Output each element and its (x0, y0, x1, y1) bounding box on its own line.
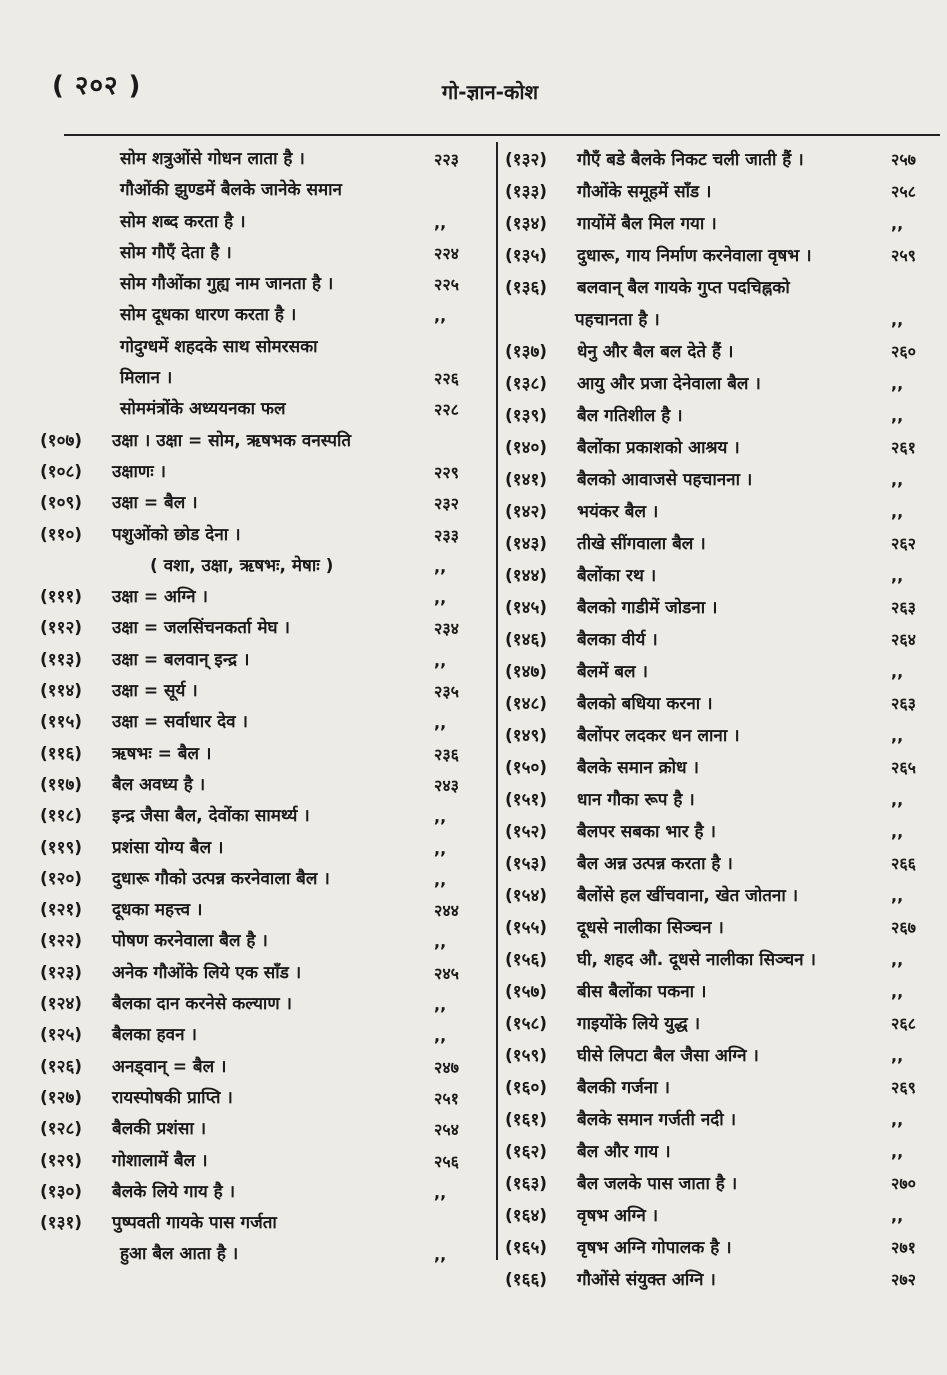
entry-page: ,, (434, 212, 447, 232)
entry-text: उक्षा = सूर्य । (112, 681, 198, 702)
entry-text: सोम गौओंका गुह्य नाम जानता है । (120, 274, 334, 295)
entry-text: गौओंसे संयुक्त अग्नि । (577, 1270, 716, 1290)
index-entry (505, 1072, 937, 1104)
entry-number: (१६१) (505, 1110, 548, 1130)
entry-page: ,, (434, 838, 447, 858)
entry-page: २३३ (434, 525, 459, 545)
entry-page: ,, (891, 726, 904, 745)
index-entry (505, 944, 937, 976)
entry-text: गोशालामें बैल । (112, 1150, 208, 1171)
entry-text: दूधसे नालीका सिञ्चन । (577, 918, 724, 938)
entry-page: २५१ (434, 1088, 459, 1108)
index-entry (40, 551, 490, 582)
index-entry (40, 645, 490, 676)
entry-number: (११०) (40, 524, 83, 545)
entry-number: (११९) (40, 837, 83, 858)
entry-text: इन्द्र जैसा बैल, देवोंका सामर्थ्य । (112, 806, 310, 827)
entry-text: बैलोंका रथ । (577, 566, 657, 586)
entry-page: २४३ (434, 775, 459, 795)
index-entry (40, 175, 490, 206)
entry-number: (१४५) (505, 598, 548, 618)
entry-number: (१५०) (505, 758, 548, 778)
index-entry (505, 1040, 937, 1072)
entry-number: (१५५) (505, 918, 548, 938)
entry-page: २७२ (891, 1270, 916, 1289)
index-entry (40, 488, 490, 519)
entry-text: घीसे लिपटा बैल जैसा अग्नि । (577, 1046, 759, 1066)
index-entry (505, 912, 937, 944)
index-entry (40, 926, 490, 957)
header-rule (64, 134, 940, 136)
entry-number: (१५१) (505, 790, 548, 810)
entry-text: पशुओंको छोड देना । (112, 524, 241, 545)
entry-text: ( वशा, उक्षा, ऋषभः, मेषाः ) (150, 555, 334, 576)
entry-text: उक्षा = जलसिंचनकर्ता मेघ । (112, 618, 290, 639)
entry-page: ,, (434, 869, 447, 889)
entry-text: दूधका महत्त्व । (112, 900, 203, 921)
entry-page: ,, (891, 950, 904, 969)
entry-text: बैलका वीर्य । (577, 630, 658, 650)
entry-page: ,, (434, 556, 447, 576)
entry-text: गायोंमें बैल मिल गया । (577, 214, 717, 234)
entry-page: ,, (434, 807, 447, 827)
index-entry (505, 688, 937, 720)
entry-text: बैल जलके पास जाता है । (577, 1174, 738, 1194)
entry-text: बैलका दान करनेसे कल्याण । (112, 994, 292, 1015)
entry-text: गौओंकी झुण्डमें बैलके जानेके समान (120, 180, 342, 201)
index-entry (40, 1208, 490, 1239)
page-number: ( २०२ ) (52, 71, 142, 101)
entry-text: सोम गौएँ देता है । (120, 242, 232, 263)
index-entry (505, 656, 937, 688)
page-title: गो-ज्ञान-कोश (441, 80, 539, 104)
entry-text: गौएँ बडे बैलके निकट चली जाती हैं । (577, 150, 804, 170)
entry-text: प्रशंसा योग्य बैल । (112, 837, 224, 858)
entry-text: बैल गतिशील है । (577, 406, 683, 426)
entry-text: वृषभ अग्नि गोपालक है । (577, 1238, 732, 1258)
entry-number: (१२६) (40, 1056, 83, 1077)
entry-page: २३४ (434, 619, 459, 639)
entry-text: पहचानता है । (575, 310, 660, 330)
entry-number: (१४०) (505, 438, 548, 458)
index-entry (505, 1136, 937, 1168)
entry-number: (१४२) (505, 502, 548, 522)
entry-text: उक्षा = बैल । (112, 493, 198, 514)
entry-page: ,, (891, 470, 904, 489)
entry-page: २२६ (434, 369, 459, 389)
entry-number: (११८) (40, 806, 83, 827)
entry-number: (१२२) (40, 931, 83, 952)
entry-page: ,, (891, 502, 904, 521)
entry-page: ,, (891, 374, 904, 393)
entry-page: ,, (434, 588, 447, 608)
index-entry (505, 848, 937, 880)
index-entry (505, 336, 937, 368)
index-entry (505, 496, 937, 528)
index-entry (40, 207, 490, 238)
index-entry (505, 1104, 937, 1136)
entry-page: ,, (434, 1245, 447, 1265)
entry-number: (११७) (40, 774, 83, 795)
entry-page: २७१ (891, 1238, 916, 1257)
entry-page: २२३ (434, 150, 459, 169)
entry-text: बैलके समान क्रोध । (577, 758, 699, 778)
entry-text: बैलोंसे हल खींचवाना, खेत जोतना । (577, 886, 799, 906)
entry-page: २६६ (891, 854, 916, 873)
entry-page: २६३ (891, 598, 916, 617)
entry-number: (१०८) (40, 461, 83, 482)
entry-number: (११५) (40, 712, 83, 733)
index-entry (40, 1114, 490, 1145)
entry-number: (१२५) (40, 1025, 83, 1046)
entry-number: (१४४) (505, 566, 548, 586)
index-entry (40, 144, 490, 175)
entry-page: २६७ (891, 918, 916, 937)
index-entry (40, 613, 490, 644)
entry-page: ,, (434, 995, 447, 1015)
index-entry (40, 707, 490, 738)
entry-text: बलवान् बैल गायके गुप्त पदचिह्नको (577, 278, 790, 298)
entry-page: ,, (891, 1206, 904, 1225)
entry-text: बैलोंका प्रकाशको आश्रय । (577, 438, 740, 458)
entry-number: (१६५) (505, 1238, 548, 1258)
index-entry (505, 1168, 937, 1200)
index-entry (40, 457, 490, 488)
entry-page: ,, (434, 932, 447, 952)
entry-text: पोषण करनेवाला बैल है । (112, 931, 268, 952)
index-entry (40, 426, 490, 457)
index-entry (40, 520, 490, 551)
entry-number: (१३३) (505, 182, 548, 202)
entry-number: (१२९) (40, 1150, 83, 1171)
column-divider (496, 142, 498, 1260)
entry-page: २६२ (891, 534, 916, 553)
entry-text: सोम शब्द करता है । (120, 211, 246, 232)
entry-page: ,, (891, 406, 904, 425)
entry-page: २२८ (434, 400, 459, 420)
entry-number: (१३१) (40, 1213, 83, 1234)
entry-page: २२९ (434, 462, 459, 482)
index-entry (40, 864, 490, 895)
entry-text: दुधारू, गाय निर्माण करनेवाला वृषभ । (577, 246, 812, 266)
entry-text: बैलकी प्रशंसा । (112, 1119, 207, 1140)
entry-number: (१४७) (505, 662, 548, 682)
index-entry (40, 582, 490, 613)
index-entry (505, 1264, 937, 1296)
index-entry (40, 770, 490, 801)
entry-page: ,, (891, 214, 904, 233)
entry-number: (१२३) (40, 962, 83, 983)
entry-text: सोममंत्रोंके अध्ययनका फल (120, 399, 286, 420)
entry-number: (१३६) (505, 278, 548, 298)
left-column (40, 144, 490, 1271)
entry-page: २४५ (434, 963, 459, 983)
entry-number: (१०९) (40, 493, 83, 514)
entry-page: ,, (891, 1046, 904, 1065)
entry-text: धेनु और बैल बल देते हैं । (577, 342, 734, 362)
entry-page: २४७ (434, 1057, 459, 1077)
entry-number: (१५३) (505, 854, 548, 874)
entry-page: ,, (434, 713, 447, 733)
index-entry (40, 989, 490, 1020)
entry-text: बैलमें बल । (577, 662, 648, 682)
entry-text: बैलके लिये गाय है । (112, 1181, 236, 1202)
entry-page: २६० (891, 342, 916, 361)
right-column (505, 144, 937, 1296)
entry-number: (१४६) (505, 630, 548, 650)
entry-page: २३५ (434, 682, 459, 702)
index-entry (40, 1239, 490, 1270)
entry-text: सोम शत्रुओंसे गोधन लाता है । (120, 149, 305, 169)
entry-page: ,, (891, 790, 904, 809)
index-entry (40, 269, 490, 300)
entry-page: ,, (891, 1142, 904, 1161)
entry-number: (११२) (40, 618, 83, 639)
entry-number: (११३) (40, 649, 83, 670)
entry-page: २६८ (891, 1014, 916, 1033)
entry-page: ,, (891, 566, 904, 585)
entry-text: हुआ बैल आता है । (120, 1244, 239, 1265)
entry-number: (१५२) (505, 822, 548, 842)
index-entry (505, 144, 937, 176)
entry-text: उक्षा = सर्वाधार देव । (112, 712, 248, 733)
entry-number: (१६६) (505, 1270, 548, 1290)
entry-number: (१२४) (40, 994, 83, 1015)
entry-number: (१४८) (505, 694, 548, 714)
index-entry (40, 1177, 490, 1208)
entry-text: बैलका हवन । (112, 1025, 197, 1046)
entry-text: बैल अन्न उत्पन्न करता है । (577, 854, 733, 874)
index-entry (505, 1232, 937, 1264)
entry-number: (१४१) (505, 470, 548, 490)
entry-page: २५४ (434, 1120, 459, 1140)
entry-number: (१२८) (40, 1119, 83, 1140)
entry-text: पुष्पवती गायके पास गर्जता (112, 1213, 277, 1234)
entry-page: २२५ (434, 275, 459, 295)
index-entry (505, 560, 937, 592)
index-entry (505, 400, 937, 432)
index-entry (40, 363, 490, 394)
entry-text: उक्षा = अग्नि । (112, 587, 208, 608)
index-entry (505, 208, 937, 240)
index-entry (505, 784, 937, 816)
entry-number: (१०७) (40, 430, 83, 451)
entry-page: ,, (891, 982, 904, 1001)
entry-number: (१३०) (40, 1181, 83, 1202)
entry-text: बैलको बधिया करना । (577, 694, 713, 714)
entry-number: (१६३) (505, 1174, 548, 1194)
entry-text: बीस बैलोंका पकना । (577, 982, 707, 1002)
entry-page: २३६ (434, 744, 459, 764)
entry-page: २६४ (891, 630, 916, 649)
entry-number: (१६२) (505, 1142, 548, 1162)
entry-number: (१२१) (40, 900, 83, 921)
index-entry (505, 1200, 937, 1232)
entry-page: ,, (891, 310, 904, 329)
entry-page: २७० (891, 1174, 916, 1193)
entry-page: ,, (434, 306, 447, 326)
entry-text: धान गौका रूप है । (577, 790, 695, 810)
entry-text: भयंकर बैल । (577, 502, 659, 522)
entry-page: २६३ (891, 694, 916, 713)
index-entry (505, 880, 937, 912)
index-entry (505, 816, 937, 848)
entry-number: (१५९) (505, 1046, 548, 1066)
entry-text: बैल अवध्य है । (112, 774, 206, 795)
entry-text: बैलको गाडीमें जोडना । (577, 598, 718, 618)
entry-number: (१३७) (505, 342, 548, 362)
index-entry (40, 739, 490, 770)
entry-page: २४४ (434, 901, 459, 921)
entry-page: २६५ (891, 758, 916, 777)
entry-text: अनेक गौओंके लिये एक साँड । (112, 962, 302, 983)
entry-number: (१३२) (505, 150, 548, 170)
entry-text: बैलके समान गर्जती नदी । (577, 1110, 737, 1130)
entry-number: (१३८) (505, 374, 548, 394)
index-entry (505, 432, 937, 464)
index-entry (40, 238, 490, 269)
entry-text: बैलोंपर लदकर धन लाना । (577, 726, 740, 746)
entry-number: (१३५) (505, 246, 548, 266)
index-entry (40, 895, 490, 926)
index-entry (505, 1008, 937, 1040)
index-entry (505, 752, 937, 784)
entry-page: ,, (434, 1026, 447, 1046)
index-entry (40, 1020, 490, 1051)
entry-text: अनड्वान् = बैल । (112, 1056, 227, 1077)
entry-text: दुधारू गौको उत्पन्न करनेवाला बैल । (112, 868, 330, 889)
entry-page: ,, (891, 886, 904, 905)
entry-number: (१५७) (505, 982, 548, 1002)
entry-text: गौओंके समूहमें साँड । (577, 182, 712, 202)
index-entry (505, 720, 937, 752)
entry-number: (१२७) (40, 1087, 83, 1108)
index-entry (40, 801, 490, 832)
entry-page: २५९ (891, 246, 916, 265)
index-entry (40, 332, 490, 363)
entry-text: ऋषभः = बैल । (112, 743, 212, 764)
entry-text: तीखे सींगवाला बैल । (577, 534, 706, 554)
entry-text: वृषभ अग्नि । (577, 1206, 659, 1226)
entry-number: (१३४) (505, 214, 548, 234)
entry-text: गाइयोंके लिये युद्ध । (577, 1014, 701, 1034)
index-entry (505, 304, 937, 336)
entry-number: (११६) (40, 743, 83, 764)
entry-text: सोम दूधका धारण करता है । (120, 305, 297, 326)
index-entry (40, 833, 490, 864)
entry-text: बैल और गाय । (577, 1142, 671, 1162)
entry-number: (१११) (40, 587, 83, 608)
index-entry (40, 394, 490, 425)
entry-text: उक्षा = बलवान् इन्द्र । (112, 649, 250, 670)
entry-page: ,, (891, 822, 904, 841)
entry-page: २६१ (891, 438, 916, 457)
entry-page: ,, (891, 1110, 904, 1129)
index-entry (40, 1052, 490, 1083)
entry-number: (१६०) (505, 1078, 548, 1098)
index-entry (505, 624, 937, 656)
index-entry (40, 1146, 490, 1177)
index-entry (505, 272, 937, 304)
entry-page: २५६ (434, 1151, 459, 1171)
entry-number: (१२०) (40, 868, 83, 889)
entry-page: ,, (434, 650, 447, 670)
entry-text: उक्षा । उक्षा = सोम, ऋषभक वनस्पति (112, 430, 352, 451)
index-entry (505, 240, 937, 272)
entry-number: (११४) (40, 681, 83, 702)
entry-number: (१५८) (505, 1014, 548, 1034)
index-entry (505, 176, 937, 208)
entry-page: ,, (434, 1182, 447, 1202)
entry-number: (१५४) (505, 886, 548, 906)
entry-page: ,, (891, 662, 904, 681)
entry-page: २२४ (434, 243, 459, 263)
index-entry (505, 976, 937, 1008)
entry-text: गोदुग्धमें शहदके साथ सोमरसका (120, 336, 318, 357)
index-entry (40, 1083, 490, 1114)
index-entry (505, 464, 937, 496)
entry-text: बैलपर सबका भार है । (577, 822, 716, 842)
index-entry (40, 958, 490, 989)
entry-page: २५७ (891, 150, 916, 169)
entry-number: (१५६) (505, 950, 548, 970)
entry-text: आयु और प्रजा देनेवाला बैल । (577, 374, 761, 394)
entry-text: रायस्पोषकी प्राप्ति । (112, 1087, 233, 1108)
entry-text: बैलको आवाजसे पहचानना । (577, 470, 753, 490)
entry-text: बैलकी गर्जना । (577, 1078, 670, 1098)
entry-text: मिलान । (120, 368, 173, 389)
entry-text: उक्षाणः । (112, 461, 166, 482)
entry-number: (१६४) (505, 1206, 548, 1226)
entry-page: २३२ (434, 494, 459, 514)
entry-number: (१३९) (505, 406, 548, 426)
index-entry (505, 528, 937, 560)
entry-text: घी, शहद औ. दूधसे नालीका सिञ्चन । (577, 950, 816, 970)
entry-number: (१४३) (505, 534, 548, 554)
entry-number: (१४९) (505, 726, 548, 746)
index-entry (40, 676, 490, 707)
index-entry (40, 300, 490, 331)
entry-page: २६९ (891, 1078, 916, 1097)
index-entry (505, 368, 937, 400)
entry-page: २५८ (891, 182, 916, 201)
index-entry (505, 592, 937, 624)
